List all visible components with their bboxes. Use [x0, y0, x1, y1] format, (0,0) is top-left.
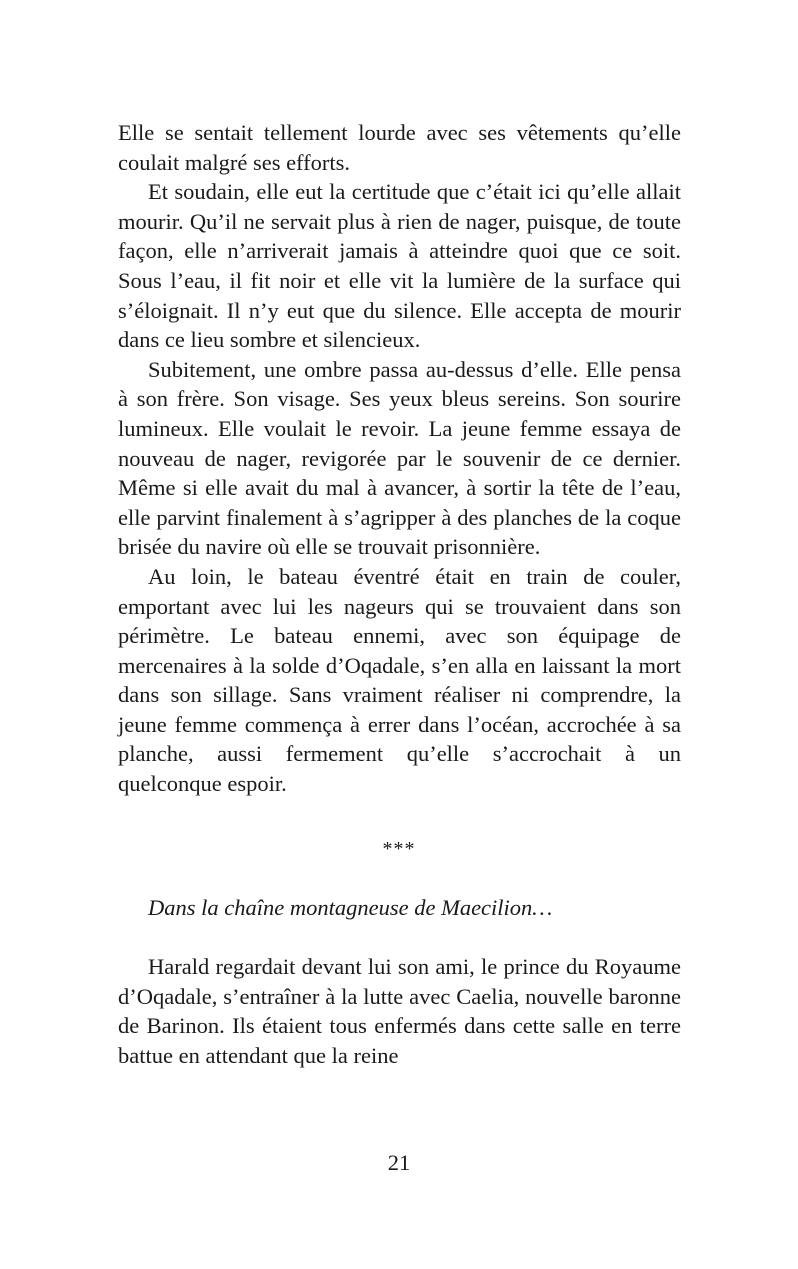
page-number: 21	[387, 1150, 411, 1175]
paragraph: Au loin, le bateau éventré était en train de couler, emportant avec lui les nageurs qui se trouvaient dans son périmètre. Le bateau ennemi, avec son équipage de mercenaires à la solde d’Oqadale, s’en alla en laissant la mort dans son sillage. Sans vraiment réaliser ni comprendre, la jeune femme commença à errer dans l’océan, accrochée à sa planche, aussi fermement qu’elle s’accrochait à un quelconque espoir.	[118, 563, 681, 797]
body-text-bottom	[118, 952, 681, 1070]
paragraph: Subitement, une ombre passa au-dessus d’elle. Elle pensa à son frère. Son visage. Ses yeux bleus sereins. Son sourire lumineux. Elle voulait le revoir. La jeune femme essaya de nouveau de nager, revigorée par le souvenir de ce dernier. Même si elle avait du mal à avancer, à sortir la tête de l’eau, elle parvint finalement à s’agripper à des planches de la coque brisée du navire où elle se trouvait prisonnière.	[118, 356, 681, 560]
paragraph: Elle se sentait tellement lourde avec ses vêtements qu’elle coulait malgré ses efforts.	[118, 120, 681, 175]
paragraph: Harald regardait devant lui son ami, le prince du Royaume d’Oqadale, s’entraîner à la lutte avec Caelia, nouvelle baronne de Barinon. Ils étaient tous enfermés dans cette salle en terre battue en attendant que la reine	[118, 954, 681, 1068]
section-separator: ***	[382, 838, 416, 860]
paragraph: Et soudain, elle eut la certitude que c’était ici qu’elle allait mourir. Qu’il ne servait plus à rien de nager, puisque, de toute façon, elle n’arriverait jamais à atteindre quoi que ce soit. Sous l’eau, il fit noir et elle vit la lumière de la surface qui s’éloignait. Il n’y eut que du silence. Elle accepta de mourir dans ce lieu sombre et silencieux.	[118, 179, 681, 353]
scene-heading: Dans la chaîne montagneuse de Maecilion…	[148, 895, 553, 920]
body-text-top	[118, 118, 681, 799]
